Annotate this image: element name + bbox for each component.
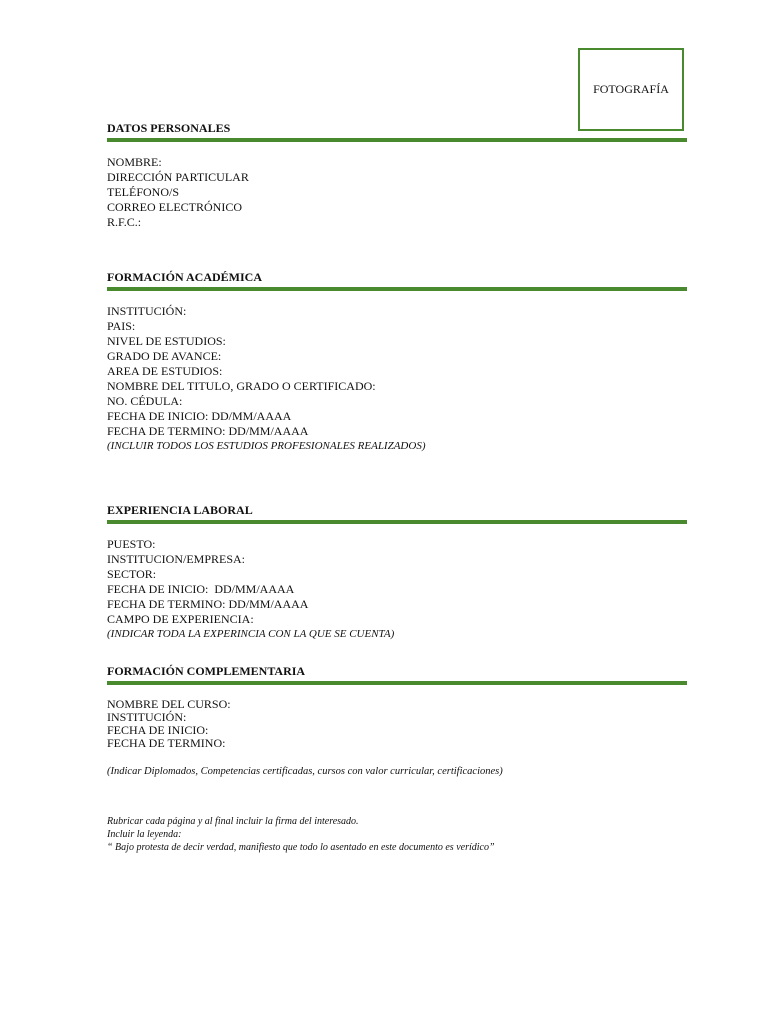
field-cedula: NO. CÉDULA: xyxy=(107,394,183,408)
field-campo-experiencia: CAMPO DE EXPERIENCIA: xyxy=(107,612,254,626)
footer-line-rubricar: Rubricar cada página y al final incluir la firma del interesado. xyxy=(107,816,359,827)
field-institucion: INSTITUCIÓN: xyxy=(107,304,187,318)
field-nombre: NOMBRE: xyxy=(107,155,162,169)
field-institucion: INSTITUCIÓN: xyxy=(107,710,187,724)
field-fecha-inicio: FECHA DE INICIO: xyxy=(107,723,209,737)
field-direccion: DIRECCIÓN PARTICULAR xyxy=(107,170,249,184)
section-experiencia-laboral xyxy=(107,503,687,642)
field-telefono: TELÉFONO/S xyxy=(107,185,179,199)
field-institucion-empresa: INSTITUCION/EMPRESA: xyxy=(107,552,246,566)
field-fecha-inicio: FECHA DE INICIO: DD/MM/AAAA xyxy=(107,409,292,423)
field-fecha-termino: FECHA DE TERMINO: xyxy=(107,736,226,750)
photo-placeholder xyxy=(578,48,684,131)
footer-line-leyenda: Incluir la leyenda: xyxy=(107,829,182,840)
section-title: FORMACIÓN COMPLEMENTARIA xyxy=(107,664,687,685)
field-nombre-curso: NOMBRE DEL CURSO: xyxy=(107,697,231,711)
field-list xyxy=(107,537,687,642)
section-formacion-academica xyxy=(107,270,687,454)
field-fecha-termino: FECHA DE TERMINO: DD/MM/AAAA xyxy=(107,424,309,438)
field-nivel-estudios: NIVEL DE ESTUDIOS: xyxy=(107,334,226,348)
field-list xyxy=(107,155,687,230)
section-datos-personales xyxy=(107,121,687,230)
field-fecha-inicio: FECHA DE INICIO: DD/MM/AAAA xyxy=(107,582,295,596)
photo-label: FOTOGRAFÍA xyxy=(593,82,669,96)
section-note: (INCLUIR TODOS LOS ESTUDIOS PROFESIONALES REALIZADOS) xyxy=(107,440,426,452)
field-area-estudios: AREA DE ESTUDIOS: xyxy=(107,364,223,378)
field-sector: SECTOR: xyxy=(107,567,157,581)
field-puesto: PUESTO: xyxy=(107,537,156,551)
field-pais: PAIS: xyxy=(107,319,136,333)
section-title: FORMACIÓN ACADÉMICA xyxy=(107,270,687,291)
section-title: EXPERIENCIA LABORAL xyxy=(107,503,687,524)
field-nombre-titulo: NOMBRE DEL TITULO, GRADO O CERTIFICADO: xyxy=(107,379,376,393)
footer-instructions xyxy=(107,815,687,854)
section-formacion-complementaria xyxy=(107,664,687,779)
field-grado-avance: GRADO DE AVANCE: xyxy=(107,349,222,363)
field-list xyxy=(107,698,687,779)
field-fecha-termino: FECHA DE TERMINO: DD/MM/AAAA xyxy=(107,597,309,611)
field-list xyxy=(107,304,687,454)
footer-line-protesta: “ Bajo protesta de decir verdad, manifiesto que todo lo asentado en este documento es verídico” xyxy=(107,842,495,853)
field-rfc: R.F.C.: xyxy=(107,215,142,229)
section-note: (Indicar Diplomados, Competencias certificadas, cursos con valor curricular, certificaciones) xyxy=(107,766,503,777)
section-note: (INDICAR TODA LA EXPERINCIA CON LA QUE SE CUENTA) xyxy=(107,628,395,640)
section-title: DATOS PERSONALES xyxy=(107,121,687,142)
field-correo: CORREO ELECTRÓNICO xyxy=(107,200,242,214)
